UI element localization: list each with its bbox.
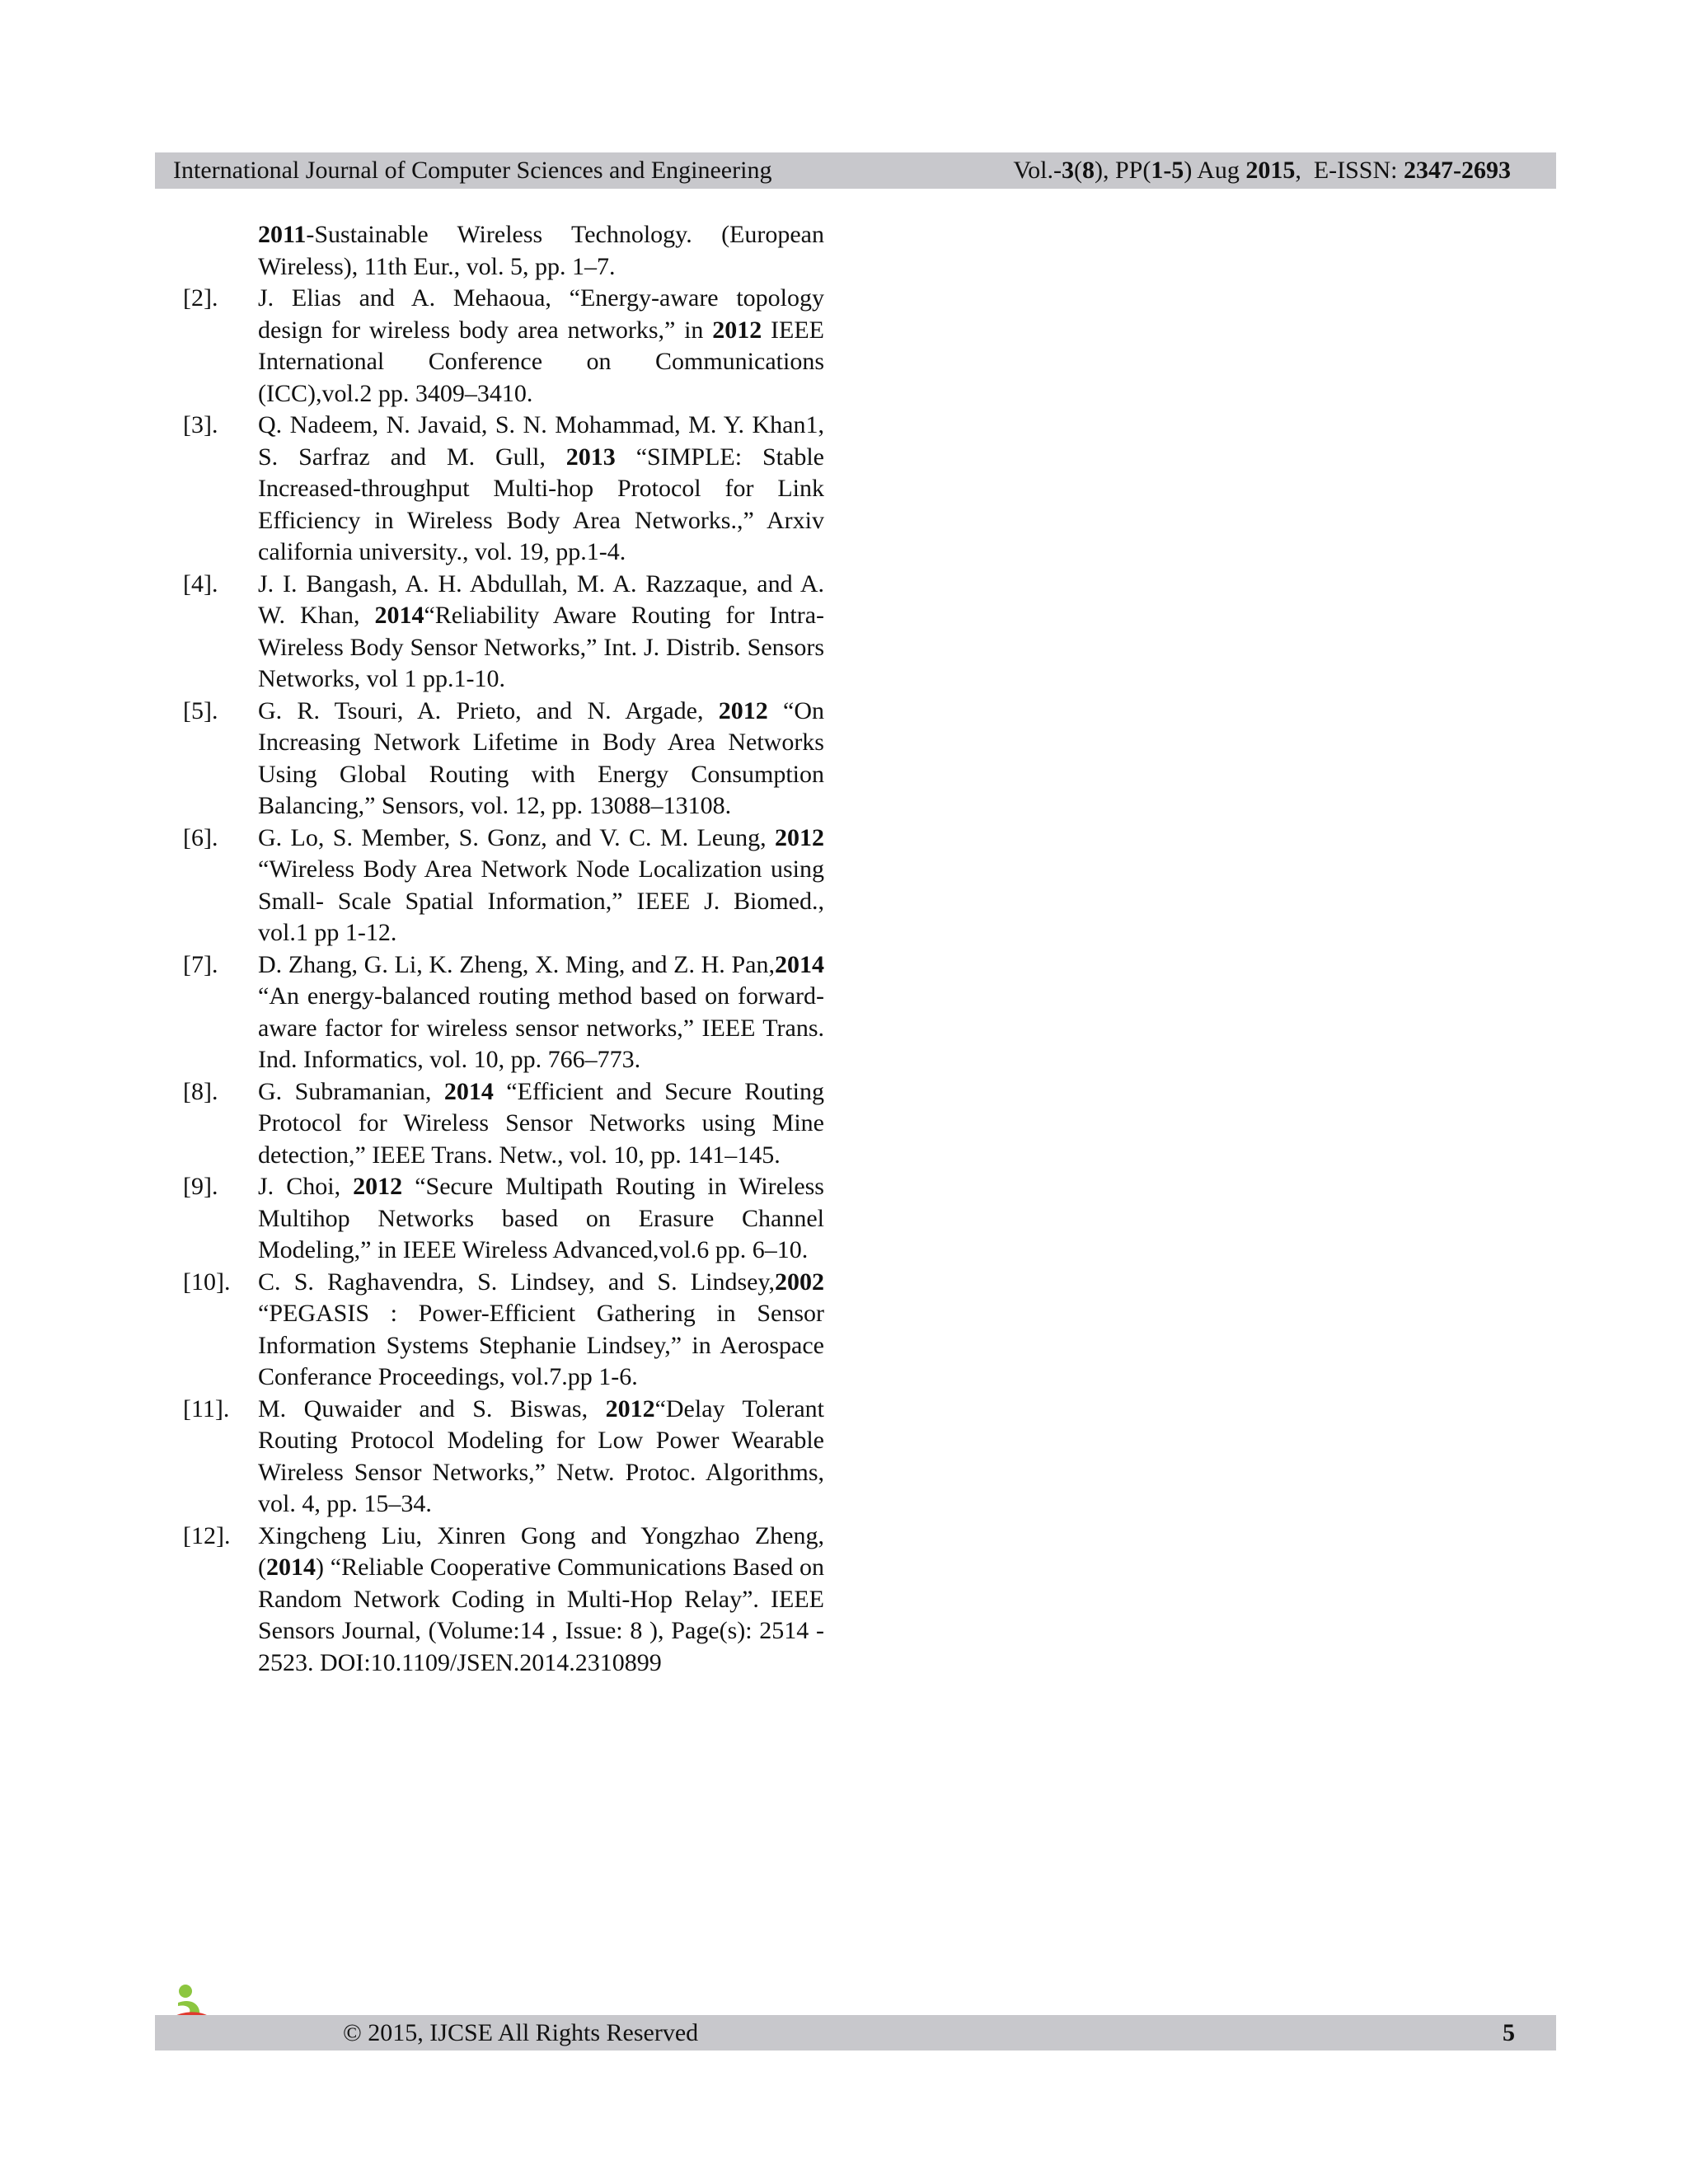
page-footer [155,2015,1556,2050]
issue-meta-part: ( [1073,157,1082,184]
reference-text-part: G. Lo, S. Member, S. Gonz, and V. C. M. Leung, [258,823,775,851]
reference-text-part: IEEE International Conference on Communications (ICC),vol.2 pp. 3409–3410. [258,316,824,407]
reference-text [258,1076,824,1172]
reference-year: 2012 [353,1173,403,1200]
reference-item [183,1267,824,1394]
reference-number: [2]. [183,284,218,312]
journal-title: International Journal of Computer Sciences and Engineering [173,157,772,184]
reference-text-part: “PEGASIS : Power-Efficient Gathering in Sensor Information Systems Stephanie Lindsey,” in Aerospace Conferance Proceedings, vol.7.pp 1-6. [258,1300,824,1390]
reference-year: 2012 [712,316,762,344]
reference-list [183,219,824,1679]
reference-number: [12]. [183,1521,231,1549]
issue-meta [1013,152,1511,189]
reference-year: 2012 [605,1394,655,1422]
reference-text-part: -Sustainable Wireless Technology. (European Wireless), 11th Eur., vol. 5, pp. 1–7. [258,221,824,280]
reference-text-part: D. Zhang, G. Li, K. Zheng, X. Ming, and Z. H. Pan, [258,950,775,978]
reference-text-part: G. R. Tsouri, A. Prieto, and N. Argade, [258,696,719,724]
reference-text-part: “SIMPLE: Stable Increased-throughput Multi-hop Protocol for Link Efficiency in Wireless Body Area Networks.,” Arxiv california university., vol. 19, pp.1-4. [258,443,824,565]
reference-number: [11]. [183,1394,230,1422]
reference-text [258,1394,824,1521]
reference-year: 2013 [565,443,616,471]
issue-meta-part: Vol.- [1013,157,1062,184]
issue-meta-part: 8 [1081,157,1095,184]
reference-text [258,410,824,569]
reference-text [258,1267,824,1394]
issue-meta-part: ), PP( [1094,157,1151,184]
reference-text-part: J. Choi, [258,1173,354,1200]
reference-text-part: “An energy-balanced routing method based on forward-aware factor for wireless sensor networks,” IEEE Trans. Ind. Informatics, vol. 10, pp. 766–773. [258,982,824,1073]
reference-year: 2014 [775,950,824,978]
reference-number: [9]. [183,1173,218,1200]
reference-year: 2014 [443,1077,494,1105]
reference-text-part: Q. Nadeem, N. Javaid, S. N. Mohammad, M. Y. Khan1, S. Sarfraz and M. Gull, [258,411,824,471]
reference-item [183,949,824,1076]
reference-text [258,1171,824,1267]
reference-text-part: C. S. Raghavendra, S. Lindsey, and S. Lindsey, [258,1268,775,1296]
reference-text-part: J. Elias and A. Mehaoua, “Energy-aware topology design for wireless body area networks,” in [258,284,824,344]
reference-text [258,219,824,283]
reference-number: [10]. [183,1268,231,1296]
reference-number: [3]. [183,411,218,438]
reference-year: 2012 [775,823,824,851]
reference-item [183,1171,824,1267]
reference-year: 2012 [718,696,768,724]
reference-text-part: Xingcheng Liu, Xinren Gong and Yongzhao Zheng, ( [258,1521,824,1581]
reference-item [183,569,824,696]
issue-meta-part: 2347-2693 [1404,157,1511,184]
reference-text-part: “Delay Tolerant Routing Protocol Modeling for Low Power Wearable Wireless Sensor Networks,” Netw. Protoc. Algorithms, vol. 4, pp. 15–34. [258,1394,824,1517]
issue-meta-part: , E-ISSN: [1295,157,1404,184]
reference-year: 2011 [258,221,307,248]
reference-text-part: “On Increasing Network Lifetime in Body Area Networks Using Global Routing with Energy Consumption Balancing,” Sensors, vol. 12, pp. 13088–13108. [258,696,824,819]
reference-item [183,219,824,283]
reference-year: 2014 [374,602,424,629]
issue-meta-part: 1-5 [1151,157,1184,184]
reference-text-part: ) “Reliable Cooperative Communications Based on Random Network Coding in Multi-Hop Relay”. IEEE Sensors Journal, (Volume:14 , Issue: 8 ), Page(s): 2514 - 2523. DOI:10.1109/JSEN.2014.2310899 [258,1554,824,1676]
reference-number: [8]. [183,1077,218,1105]
reference-item [183,1394,824,1521]
reference-year: 2014 [266,1554,316,1581]
reference-number: [5]. [183,696,218,724]
reference-number: [6]. [183,823,218,851]
reference-text-part: “Efficient and Secure Routing Protocol for Wireless Sensor Networks using Mine detection,” IEEE Trans. Netw., vol. 10, pp. 141–145. [258,1077,824,1169]
issue-meta-part: ) Aug [1184,157,1246,184]
reference-item [183,696,824,823]
issue-meta-part: 2015 [1245,157,1296,184]
reference-item [183,1076,824,1172]
reference-text-part: J. I. Bangash, A. H. Abdullah, M. A. Razzaque, and A. W. Khan, [258,569,824,629]
reference-item [183,283,824,410]
reference-text [258,283,824,410]
reference-item [183,1521,824,1680]
issue-meta-part: 3 [1061,157,1074,184]
page-header [155,152,1556,189]
reference-item [183,823,824,949]
reference-number: [7]. [183,950,218,978]
reference-text [258,949,824,1076]
reference-text-part: “Secure Multipath Routing in Wireless Multihop Networks based on Erasure Channel Modeling,” in IEEE Wireless Advanced,vol.6 pp. 6–10. [258,1173,824,1263]
copyright-notice: © 2015, IJCSE All Rights Reserved [343,2019,699,2046]
reference-number: [4]. [183,569,218,598]
reference-text [258,569,824,696]
reference-text [258,696,824,823]
reference-text-part: “Reliability Aware Routing for Intra-Wireless Body Sensor Networks,” Int. J. Distrib. Sensors Networks, vol 1 pp.1-10. [258,602,824,692]
page-number: 5 [1503,2019,1515,2046]
reference-text-part: G. Subramanian, [258,1077,444,1105]
reference-text [258,1521,824,1680]
reference-text-part: “Wireless Body Area Network Node Localization using Small- Scale Spatial Information,” IEEE J. Biomed., vol.1 pp 1-12. [258,855,824,946]
reference-text [258,823,824,949]
reference-text-part: M. Quwaider and S. Biswas, [258,1394,606,1422]
reference-item [183,410,824,569]
reference-year: 2002 [775,1268,824,1296]
